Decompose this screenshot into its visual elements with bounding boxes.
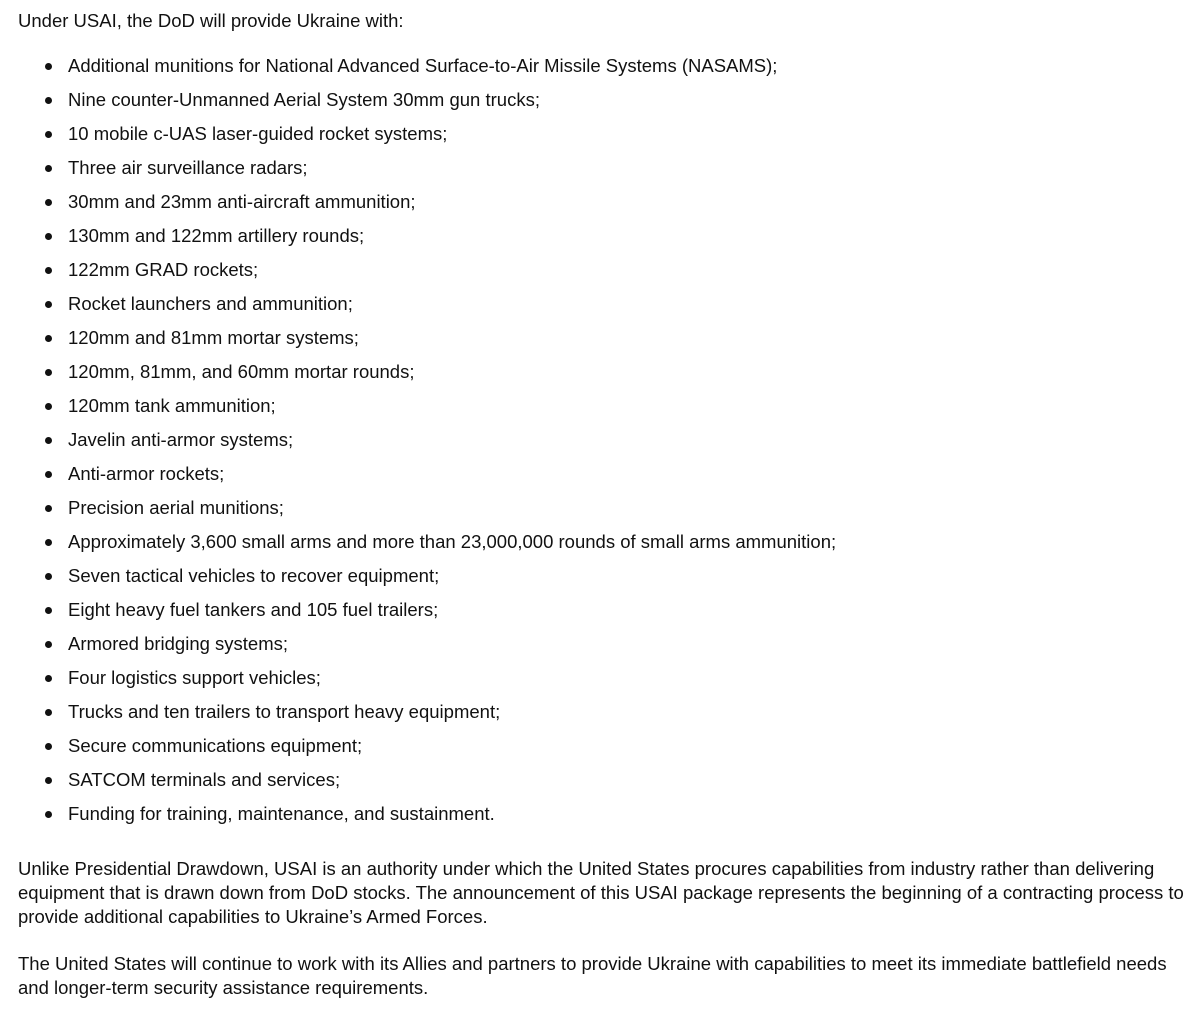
list-item bbox=[45, 49, 1184, 83]
list-item-text: 10 mobile c-UAS laser-guided rocket systems; bbox=[68, 123, 448, 144]
list-item-text: Eight heavy fuel tankers and 105 fuel trailers; bbox=[68, 599, 439, 620]
list-item-text: Additional munitions for National Advanced Surface-to-Air Missile Systems (NASAMS); bbox=[68, 55, 778, 76]
list-item-text: Seven tactical vehicles to recover equipment; bbox=[68, 565, 440, 586]
list-item bbox=[45, 253, 1184, 287]
bullet-icon bbox=[45, 233, 52, 240]
list-item bbox=[45, 83, 1184, 117]
list-item bbox=[45, 355, 1184, 389]
list-item bbox=[45, 117, 1184, 151]
usai-explanation-paragraph: Unlike Presidential Drawdown, USAI is an authority under which the United States procures capabilities from industry rather than delivering equipment that is drawn down from DoD stocks. The announcement of this USAI package represents the beginning of a contracting process to provide additional capabilities to Ukraine’s Armed Forces. bbox=[18, 858, 1184, 927]
list-item bbox=[45, 389, 1184, 423]
list-item-text: Rocket launchers and ammunition; bbox=[68, 293, 353, 314]
list-item-text: 130mm and 122mm artillery rounds; bbox=[68, 225, 365, 246]
list-item bbox=[45, 627, 1184, 661]
capabilities-list bbox=[45, 49, 1184, 831]
bullet-icon bbox=[45, 403, 52, 410]
list-item-text: Armored bridging systems; bbox=[68, 633, 289, 654]
bullet-icon bbox=[45, 709, 52, 716]
list-item-text: Trucks and ten trailers to transport heavy equipment; bbox=[68, 701, 501, 722]
bullet-icon bbox=[45, 199, 52, 206]
list-item-text: 120mm tank ammunition; bbox=[68, 395, 276, 416]
list-item bbox=[45, 423, 1184, 457]
bullet-icon bbox=[45, 63, 52, 70]
bullet-icon bbox=[45, 471, 52, 478]
list-item-text: Anti-armor rockets; bbox=[68, 463, 225, 484]
bullet-icon bbox=[45, 437, 52, 444]
list-item-text: Precision aerial munitions; bbox=[68, 497, 284, 518]
list-item bbox=[45, 491, 1184, 525]
bullet-icon bbox=[45, 505, 52, 512]
list-item bbox=[45, 457, 1184, 491]
list-item-text: 30mm and 23mm anti-aircraft ammunition; bbox=[68, 191, 416, 212]
bullet-icon bbox=[45, 675, 52, 682]
list-item bbox=[45, 797, 1184, 831]
list-item-text: 120mm and 81mm mortar systems; bbox=[68, 327, 359, 348]
bullet-icon bbox=[45, 539, 52, 546]
list-item-text: 120mm, 81mm, and 60mm mortar rounds; bbox=[68, 361, 415, 382]
bullet-icon bbox=[45, 335, 52, 342]
bullet-icon bbox=[45, 131, 52, 138]
bullet-icon bbox=[45, 811, 52, 818]
list-item-text: Funding for training, maintenance, and sustainment. bbox=[68, 803, 495, 824]
list-item bbox=[45, 151, 1184, 185]
list-item-text: Javelin anti-armor systems; bbox=[68, 429, 294, 450]
list-item bbox=[45, 593, 1184, 627]
list-item bbox=[45, 525, 1184, 559]
bullet-icon bbox=[45, 777, 52, 784]
bullet-icon bbox=[45, 641, 52, 648]
closing-paragraph: The United States will continue to work with its Allies and partners to provide Ukraine with capabilities to meet its immediate battlefield needs and longer-term security assistance requirements. bbox=[18, 953, 1167, 998]
list-item-text: Nine counter-Unmanned Aerial System 30mm gun trucks; bbox=[68, 89, 540, 110]
list-item bbox=[45, 321, 1184, 355]
list-item bbox=[45, 729, 1184, 763]
bullet-icon bbox=[45, 607, 52, 614]
bullet-icon bbox=[45, 267, 52, 274]
list-item-text: Four logistics support vehicles; bbox=[68, 667, 321, 688]
bullet-icon bbox=[45, 165, 52, 172]
bullet-icon bbox=[45, 301, 52, 308]
list-item bbox=[45, 559, 1184, 593]
list-item-text: Approximately 3,600 small arms and more than 23,000,000 rounds of small arms ammunition; bbox=[68, 531, 837, 552]
list-item bbox=[45, 763, 1184, 797]
list-item bbox=[45, 287, 1184, 321]
bullet-icon bbox=[45, 97, 52, 104]
list-item-text: Secure communications equipment; bbox=[68, 735, 363, 756]
list-item bbox=[45, 695, 1184, 729]
list-item-text: Three air surveillance radars; bbox=[68, 157, 308, 178]
bullet-icon bbox=[45, 573, 52, 580]
list-item-text: SATCOM terminals and services; bbox=[68, 769, 341, 790]
list-item-text: 122mm GRAD rockets; bbox=[68, 259, 259, 280]
list-item bbox=[45, 661, 1184, 695]
list-item bbox=[45, 219, 1184, 253]
list-item bbox=[45, 185, 1184, 219]
bullet-icon bbox=[45, 743, 52, 750]
intro-text: Under USAI, the DoD will provide Ukraine with: bbox=[18, 10, 404, 31]
bullet-icon bbox=[45, 369, 52, 376]
